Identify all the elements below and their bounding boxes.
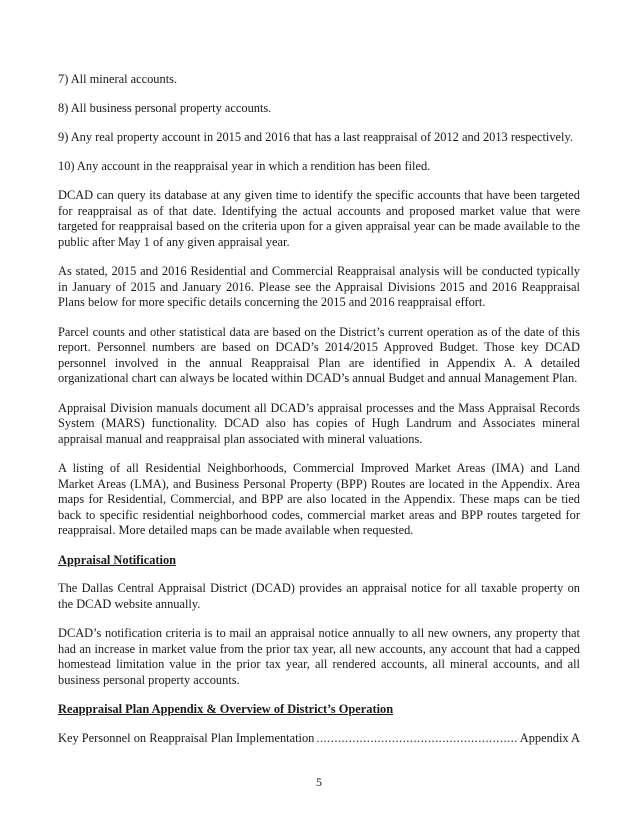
toc-entry-target: Appendix A [519, 730, 580, 745]
toc-entry-key-personnel [58, 731, 580, 747]
paragraph-reappraisal-analysis: As stated, 2015 and 2016 Residential and Commercial Reappraisal analysis will be conducted typically in January of 2015 and January 2016. Please see the Appraisal Divisions 2015 and 2016 Reappraisal Plans below for more specific details concerning the 2015 and 2016 reappraisal effort. [58, 264, 580, 309]
paragraph-dcad-query: DCAD can query its database at any given time to identify the specific accounts that have been targeted for reappraisal as of that date. Identifying the actual accounts and proposed market value that were targeted for reappraisal based on the criteria upon for a given appraisal year can be made available to the public after May 1 of any given appraisal year. [58, 188, 580, 249]
paragraph-notification-website: The Dallas Central Appraisal District (DCAD) provides an appraisal notice for all taxable property on the DCAD website annually. [58, 581, 580, 611]
appraisal-notification-heading: Appraisal Notification [58, 552, 177, 567]
page-number: 5 [316, 775, 322, 789]
document-page [58, 72, 580, 746]
appendix-overview-heading: Reappraisal Plan Appendix & Overview of District’s Operation [58, 702, 394, 716]
list-item-10: 10) Any account in the reappraisal year in which a rendition has been filed. [58, 159, 431, 173]
list-item-9: 9) Any real property account in 2015 and 2016 that has a last reappraisal of 2012 and 2013 respectively. [58, 130, 573, 144]
list-item-7: 7) All mineral accounts. [58, 72, 178, 86]
paragraph-parcel-counts: Parcel counts and other statistical data are based on the District’s current operation as of the date of this report. Personnel numbers are based on DCAD’s 2014/2015 Approved Budget. Those key DCAD personnel involved in the annual Reappraisal Plan are identified in Appendix A. A detailed organizational chart can always be located within DCAD’s annual Budget and annual Management Plan. [58, 324, 580, 385]
toc-leader-dots [316, 731, 517, 747]
list-item-8: 8) All business personal property accounts. [58, 101, 272, 115]
toc-entry-label: Key Personnel on Reappraisal Plan Implementation [58, 730, 315, 745]
paragraph-notification-criteria: DCAD’s notification criteria is to mail an appraisal notice annually to all new owners, any property that had an increase in market value from the prior tax year, all new accounts, any account that had a capped homestead limitation value in the prior tax year, all rendered accounts, all mineral accounts, and all business personal property accounts. [58, 626, 580, 687]
paragraph-neighborhood-listing: A listing of all Residential Neighborhoods, Commercial Improved Market Areas (IMA) and Land Market Areas (LMA), and Business Personal Property (BPP) Routes are located in the Appendix. Area maps for Residential, Commercial, and BPP are also located in the Appendix. These maps can be tied back to specific residential neighborhood codes, commercial market areas and BPP routes targeted for reappraisal. More detailed maps can be made available when requested. [58, 461, 580, 537]
paragraph-appraisal-manuals: Appraisal Division manuals document all DCAD’s appraisal processes and the Mass Appraisal Records System (MARS) functionality. DCAD also has copies of Hugh Landrum and Associates mineral appraisal manual and reappraisal plan associated with mineral valuations. [58, 400, 580, 446]
